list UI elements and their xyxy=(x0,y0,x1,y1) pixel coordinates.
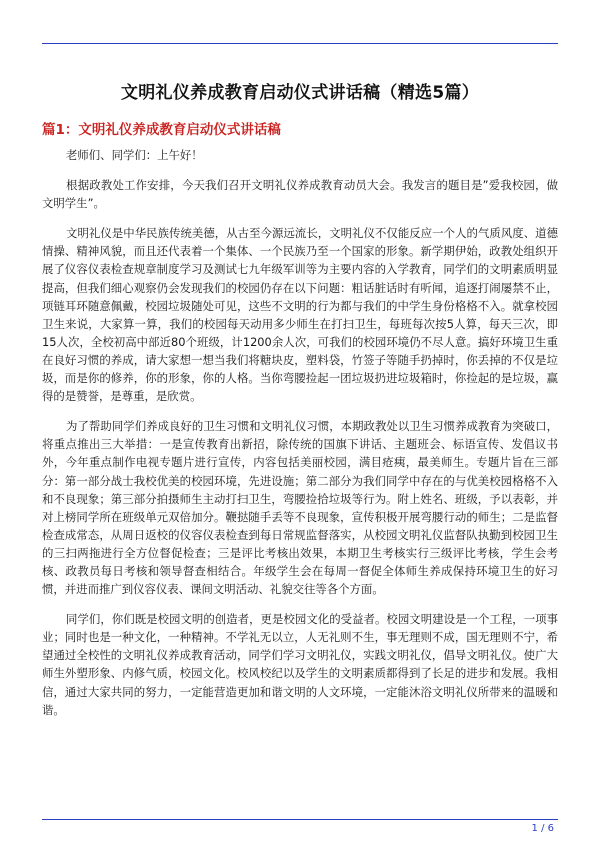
paragraph-measures: 为了帮助同学们养成良好的卫生习惯和文明礼仪习惯，本期政教处以卫生习惯养成教育为突破口，将重点推出三大举措：一是宣传教育出新招，除传统的国旗下讲话、主题班会、标语宣传、发倡议书外，今年重点制作电视专题片进行宣传，内容包括美丽校园，满目疮痍，最美师生。专题片旨在三部分：第一部分战士我校优美的校园环境，先进设施；第二部分为我们同学中存在的与优美校园格格不入和不良现象；第三部分拍摄师生主动打扫卫生，弯腰捡拾垃圾等行为。附上姓名、班级，予以表彰，并对上榜同学所在班级单元双倍加分。鞭挞随手丢等不良现象，宣传积极开展弯腰行动的师生；二是监督检查成常态，从周日返校的仪容仪表检查到每日常规监督落实，从校园文明礼仪监督队执勤到校园卫生的三扫两拖进行全方位督促检查；三是评比考核出效果，本期卫生考核实行三级评比考核，学生会考核、政教员每日考核和领导督查相结合。年级学生会在每周一督促全体师生养成保持环境卫生的好习惯，并进而推广到仪容仪表、课间文明活动、礼貌交往等各个方面。 xyxy=(42,419,558,597)
page-number: 1 / 6 xyxy=(531,823,554,834)
paragraph-greeting: 老师们、同学们：上午好！ xyxy=(66,148,203,162)
document-body xyxy=(42,146,558,731)
section-heading: 篇1：文明礼仪养成教育启动仪式讲话稿 xyxy=(42,122,281,138)
paragraph-etiquette: 文明礼仪是中华民族传统美德，从古至今源远流长，文明礼仪不仅能反应一个人的气质风度、道德情操、精神风貌，而且还代表着一个集体、一个民族乃至一个国家的形象。新学期伊始，政教处组织开展了仪容仪表检查规章制度学习及测试七九年级军训等为主要内容的入学教育，同学们的文明素质明显提高，但我们细心观察仍会发现我们的校园仍存在以下问题：粗话脏话时有听闻，追逐打闹屡禁不止，项链耳环随意佩戴，校园垃圾随处可见，这些不文明的行为都与我们的中学生身份格格不入。就拿校园卫生来说，大家算一算，我们的校园每天动用多少师生在打扫卫生，每班每次按5人算，每天三次，即15人次，全校初高中部近80个班级，计1200余人次，可我们的校园环境仍不尽人意。搞好环境卫生重在良好习惯的养成，请大家想一想当我们将糖块皮，塑料袋，竹签子等随手扔掉时，你丢掉的不仅是垃圾，而是你的修养，你的形象，你的人格。当你弯腰捡起一团垃圾扔进垃圾箱时，你捡起的是垃圾，赢得的是赞誉，是尊重，是欣赏。 xyxy=(42,226,558,404)
footer-rule xyxy=(42,819,558,820)
paragraph-conclusion: 同学们，你们既是校园文明的创造者，更是校园文化的受益者。校园文明建设是一个工程，一项事业；同时也是一种文化，一种精神。不学礼无以立，人无礼则不生，事无理则不成，国无理则不宁，希望通过全校性的文明礼仪养成教育活动，同学们学习文明礼仪，实践文明礼仪，倡导文明礼仪。使广大师生外塑形象、内修气质，校园文化。校风校纪以及学生的文明素质都得到了长足的进步和发展。我相信，通过大家共同的努力，一定能营造更加和谐文明的人文环境，一定能沐浴文明礼仪所带来的温暖和谐。 xyxy=(42,612,558,717)
paragraph-intro: 根据政教处工作安排，今天我们召开文明礼仪养成教育动员大会。我发言的题目是”爱我校园，做文明学生”。 xyxy=(42,178,558,211)
document-title: 文明礼仪养成教育启动仪式讲话稿（精选5篇） xyxy=(120,83,480,103)
header-rule xyxy=(42,43,558,44)
